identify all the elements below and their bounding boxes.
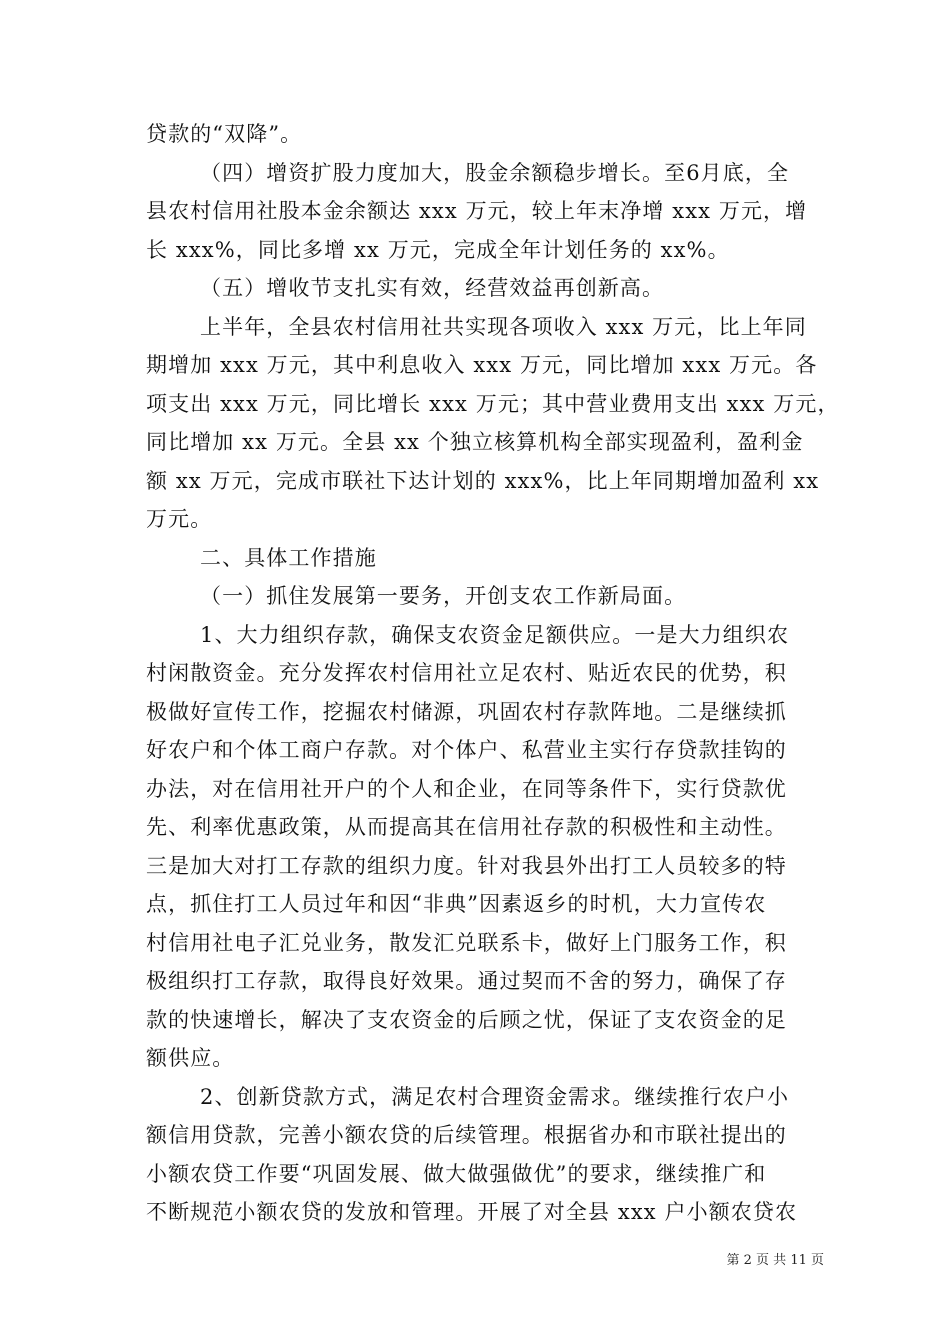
text-line: 好农户和个体工商户存款。对个体户、私营业主实行存贷款挂钩的 [146, 738, 787, 762]
text-line: （四）增资扩股力度加大，股金余额稳步增长。至6月底，全 [200, 160, 790, 185]
text-line: 万元。 [146, 507, 213, 531]
text-line: 先、利率优惠政策，从而提高其在信用社存款的积极性和主动性。 [146, 815, 787, 839]
text-line: 额信用贷款，完善小额农贷的后续管理。根据省办和市联社提出的 [146, 1123, 787, 1147]
document-body [146, 115, 840, 1232]
text-line: 二、具体工作措施 [200, 545, 377, 570]
text-line: （一）抓住发展第一要务，开创支农工作新局面。 [200, 584, 687, 608]
text-line: 款的快速增长，解决了支农资金的后顾之忧，保证了支农资金的足 [146, 1007, 787, 1032]
text-line: 贷款的“双降”。 [146, 122, 303, 146]
text-line: 额供应。 [146, 1046, 235, 1070]
text-line: 1、大力组织存款，确保支农资金足额供应。一是大力组织农 [200, 622, 790, 647]
text-line: （五）增收节支扎实有效，经营效益再创新高。 [200, 276, 665, 300]
text-line: 三是加大对打工存款的组织力度。针对我县外出打工人员较多的特 [146, 853, 787, 878]
text-line: 办法，对在信用社开户的个人和企业，在同等条件下，实行贷款优 [146, 776, 787, 801]
text-line: 期增加 xxx 万元，其中利息收入 xxx 万元，同比增加 xxx 万元。各 [146, 353, 818, 377]
text-line: 额 xx 万元，完成市联社下达计划的 xxx%，比上年同期增加盈利 xx [146, 468, 820, 493]
page-footer: 第 2 页 共 11 页 [726, 1253, 824, 1268]
text-line: 极组织打工存款，取得良好效果。通过契而不舍的努力，确保了存 [146, 969, 787, 993]
text-line: 极做好宣传工作，挖掘农村储源，巩固农村存款阵地。二是继续抓 [146, 699, 787, 724]
text-line: 同比增加 xx 万元。全县 xx 个独立核算机构全部实现盈利，盈利金 [146, 430, 804, 454]
text-line: 项支出 xxx 万元，同比增长 xxx 万元；其中营业费用支出 xxx 万元， [146, 391, 840, 416]
text-line: 长 xxx%，同比多增 xx 万元，完成全年计划任务的 xx%。 [146, 237, 730, 262]
text-line: 不断规范小额农贷的发放和管理。开展了对全县 xxx 户小额农贷农 [146, 1200, 798, 1224]
text-line: 村闲散资金。充分发挥农村信用社立足农村、贴近农民的优势，积 [146, 661, 787, 685]
text-line: 点，抓住打工人员过年和因“非典”因素返乡的时机，大力宣传农 [146, 892, 767, 916]
text-line: 上半年，全县农村信用社共实现各项收入 xxx 万元，比上年同 [200, 314, 807, 339]
text-line: 村信用社电子汇兑业务，散发汇兑联系卡，做好上门服务工作，积 [146, 930, 787, 955]
text-line: 2、创新贷款方式，满足农村合理资金需求。继续推行农户小 [200, 1084, 790, 1109]
text-line: 县农村信用社股本金余额达 xxx 万元，较上年末净增 xxx 万元，增 [146, 199, 808, 223]
text-line: 小额农贷工作要“巩固发展、做大做强做优”的要求，继续推广和 [146, 1161, 767, 1186]
